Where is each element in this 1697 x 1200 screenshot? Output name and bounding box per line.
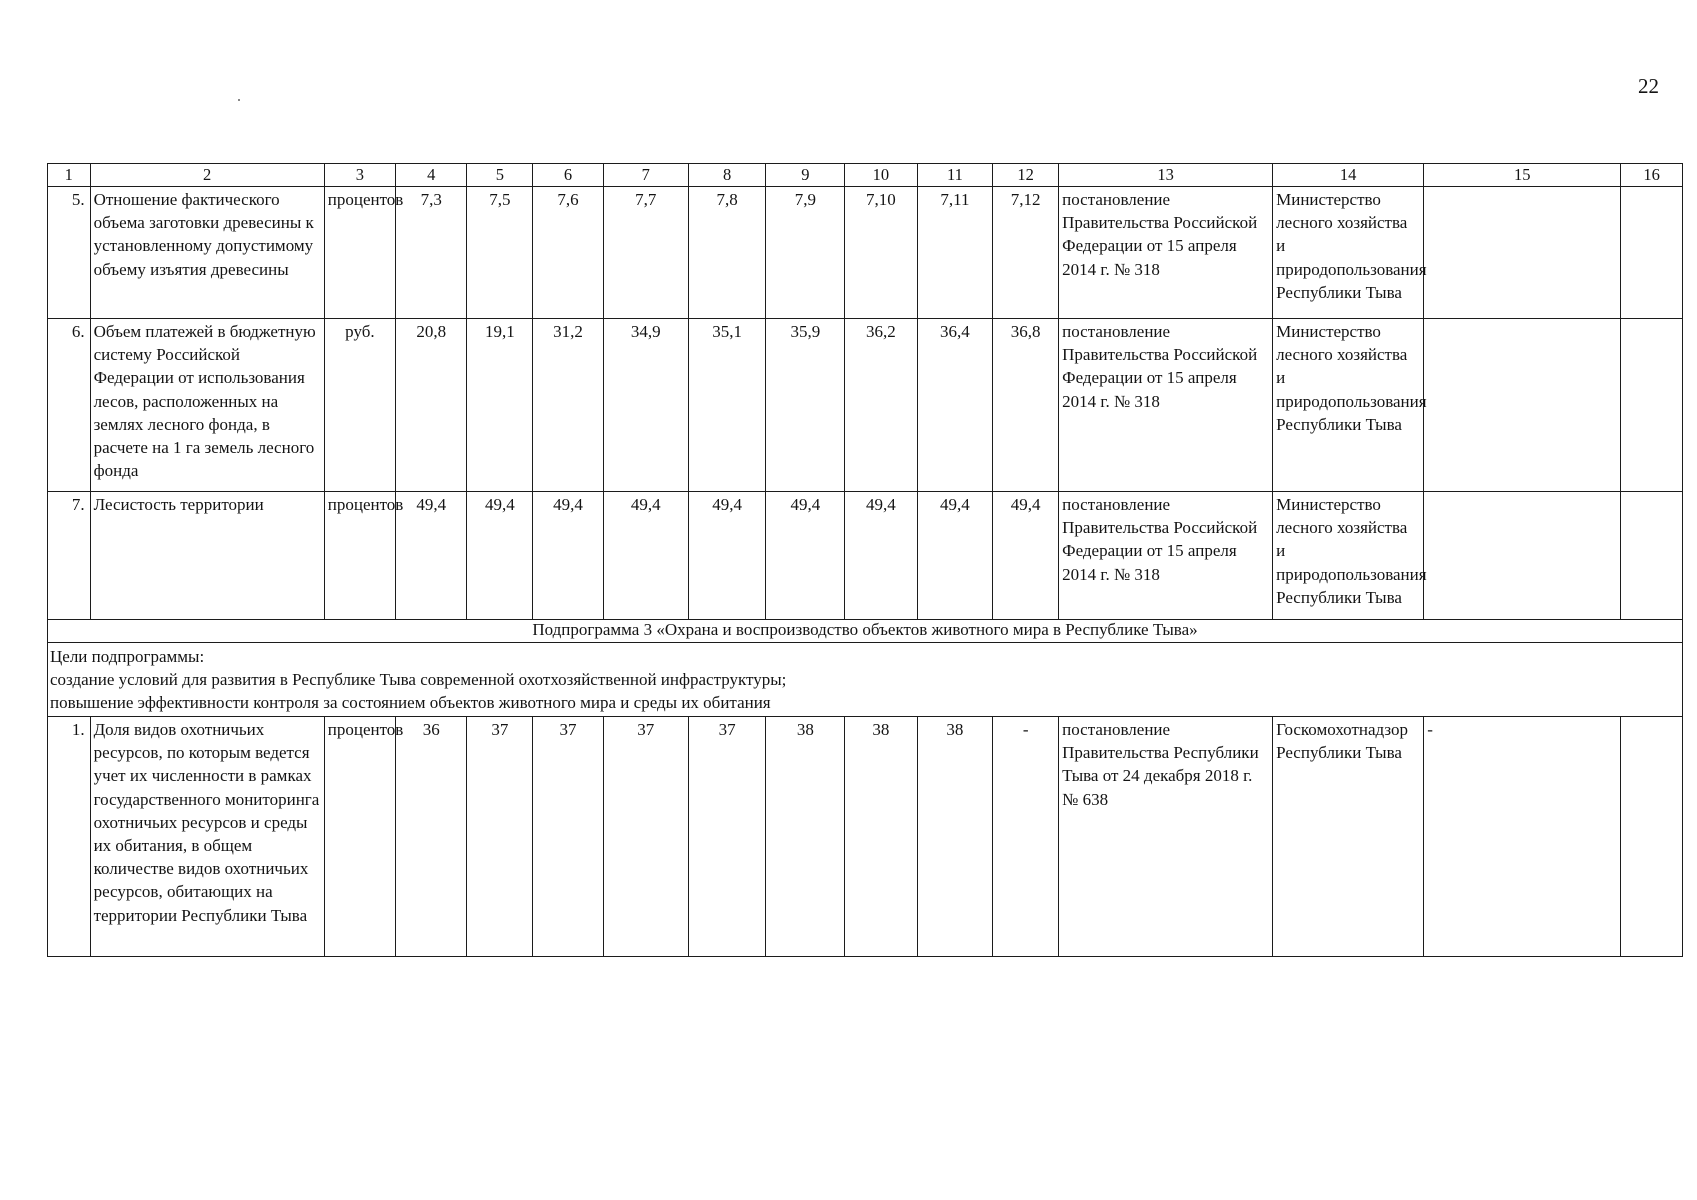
row-number: 7. [48,492,91,620]
row-number: 5. [48,187,91,319]
indicator-value: 37 [533,717,603,957]
indicator-value: 37 [467,717,533,957]
column-15-cell [1424,319,1621,492]
column-header-9: 9 [766,164,845,187]
indicator-value: 49,4 [603,492,688,620]
unit-of-measure: процентов [324,187,395,319]
indicator-value: 7,5 [467,187,533,319]
indicator-name: Доля видов охотничьих ресурсов, по которым ведется учет их численности в рамках государственного мониторинга охотничьих ресурсов и среды их обитания, в общем количестве видов охотничьих ресурсов, обитающих на территории Республики Тыва [90,717,324,957]
column-15-cell [1424,187,1621,319]
indicator-value: 7,6 [533,187,603,319]
column-header-8: 8 [688,164,766,187]
indicator-value: 7,12 [993,187,1059,319]
responsible-body: Госкомохотнадзор Республики Тыва [1273,717,1424,957]
column-header-16: 16 [1621,164,1683,187]
indicator-value: 38 [766,717,845,957]
indicator-value: 38 [845,717,917,957]
indicator-row [48,187,1683,319]
indicator-value: 36,8 [993,319,1059,492]
indicator-value: 7,9 [766,187,845,319]
indicator-value: 49,4 [533,492,603,620]
indicator-name: Объем платежей в бюджетную систему Российской Федерации от использования лесов, расположенных на землях лесного фонда, в расчете на 1 га земель лесного фонда [90,319,324,492]
indicator-value: 34,9 [603,319,688,492]
subprogram-title: Подпрограмма 3 «Охрана и воспроизводство объектов животного мира в Республике Тыва» [48,620,1683,643]
indicator-value: 49,4 [917,492,993,620]
indicator-value: 31,2 [533,319,603,492]
indicator-row [48,319,1683,492]
unit-of-measure: процентов [324,717,395,957]
indicator-row [48,717,1683,957]
column-header-3: 3 [324,164,395,187]
indicator-value: 19,1 [467,319,533,492]
indicator-value: 36 [396,717,467,957]
column-header-5: 5 [467,164,533,187]
scan-speck [238,99,240,101]
indicator-value: 7,3 [396,187,467,319]
goal-item: повышение эффективности контроля за состоянием объектов животного мира и среды их обитания [50,693,771,712]
column-header-11: 11 [917,164,993,187]
column-15-cell [1424,492,1621,620]
legal-act: постановление Правительства Российской Федерации от 15 апреля 2014 г. № 318 [1059,492,1273,620]
legal-act: постановление Правительства Республики Тыва от 24 декабря 2018 г. № 638 [1059,717,1273,957]
column-15-cell: - [1424,717,1621,957]
indicator-value: 49,4 [766,492,845,620]
indicator-value: 49,4 [688,492,766,620]
subprogram-banner-row [48,620,1683,643]
column-header-13: 13 [1059,164,1273,187]
indicator-value: 7,10 [845,187,917,319]
row-number: 6. [48,319,91,492]
column-16-cell [1621,492,1683,620]
indicators-table [47,163,1683,957]
column-header-2: 2 [90,164,324,187]
responsible-body: Министерство лесного хозяйства и природопользования Республики Тыва [1273,319,1424,492]
indicator-value: 37 [688,717,766,957]
responsible-body: Министерство лесного хозяйства и природопользования Республики Тыва [1273,492,1424,620]
column-header-6: 6 [533,164,603,187]
subprogram-goals [48,643,1683,717]
goals-row [48,643,1683,717]
column-header-1: 1 [48,164,91,187]
column-header-15: 15 [1424,164,1621,187]
column-header-12: 12 [993,164,1059,187]
indicator-value: 49,4 [467,492,533,620]
indicator-value: 7,8 [688,187,766,319]
indicator-value: 36,2 [845,319,917,492]
column-16-cell [1621,319,1683,492]
indicator-value: 7,7 [603,187,688,319]
goal-item: создание условий для развития в Республике Тыва современной охотхозяйственной инфраструктуры; [50,670,787,689]
indicator-value: 20,8 [396,319,467,492]
indicator-value: 49,4 [993,492,1059,620]
column-16-cell [1621,717,1683,957]
unit-of-measure: руб. [324,319,395,492]
indicator-value: 36,4 [917,319,993,492]
indicator-value: 35,9 [766,319,845,492]
goals-heading: Цели подпрограммы: [50,647,205,666]
indicator-value: 37 [603,717,688,957]
indicator-row [48,492,1683,620]
legal-act: постановление Правительства Российской Федерации от 15 апреля 2014 г. № 318 [1059,187,1273,319]
column-16-cell [1621,187,1683,319]
column-header-7: 7 [603,164,688,187]
unit-of-measure: процентов [324,492,395,620]
column-header-10: 10 [845,164,917,187]
indicator-value: - [993,717,1059,957]
indicator-value: 7,11 [917,187,993,319]
responsible-body: Министерство лесного хозяйства и природопользования Республики Тыва [1273,187,1424,319]
row-number: 1. [48,717,91,957]
column-number-header-row [48,164,1683,187]
indicator-value: 35,1 [688,319,766,492]
column-header-14: 14 [1273,164,1424,187]
indicator-value: 49,4 [396,492,467,620]
indicator-value: 49,4 [845,492,917,620]
legal-act: постановление Правительства Российской Федерации от 15 апреля 2014 г. № 318 [1059,319,1273,492]
indicator-name: Лесистость территории [90,492,324,620]
indicator-name: Отношение фактического объема заготовки древесины к установленному допустимому объему изъятия древесины [90,187,324,319]
page-number: 22 [1638,74,1659,98]
column-header-4: 4 [396,164,467,187]
indicator-value: 38 [917,717,993,957]
